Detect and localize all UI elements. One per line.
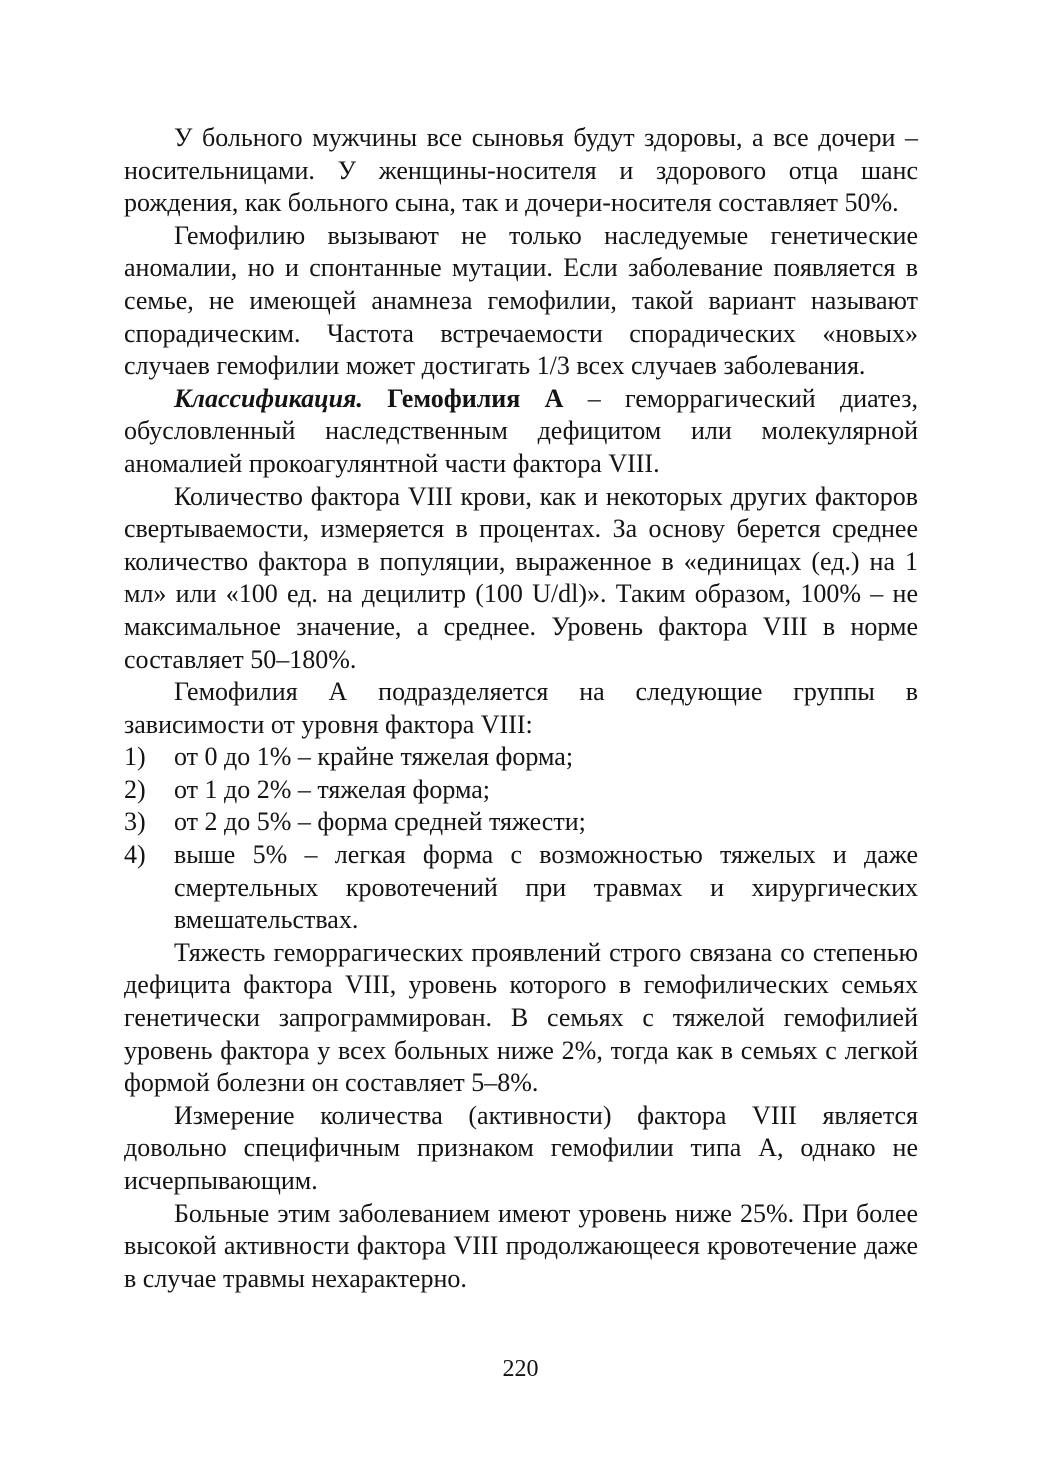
paragraph-factor-measurement: Количество фактора VIII крови, как и некоторых других факторов свертываемости, измеряется в процентах. За основу берется среднее количество фактора в популяции, выраженное в «единицах (ед.) на 1 мл» или «100 ед. на децилитр (100 U/dl)». Таким образом, 100% – не максимальное значение, а среднее. Уровень фактора VIII в норме составляет 50–180%. <box>124 481 918 674</box>
paragraph-patient-levels: Больные этим заболеванием имеют уровень ниже 25%. При более высокой активности фактора VIII продолжающееся кровотечение даже в случае травмы нехарактерно. <box>124 1198 918 1293</box>
list-item-number: 4) <box>124 840 146 870</box>
paragraph-groups-intro: Гемофилия А подразделяется на следующие группы в зависимости от уровня фактора VIII: <box>124 677 918 739</box>
list-item-number: 1) <box>124 742 146 772</box>
paragraph-spontaneous-mutations: Гемофилию вызывают не только наследуемые генетические аномалии, но и спонтанные мутации. Если заболевание появляется в семье, не имеющей анамнеза гемофилии, такой вариант называют спорадическим. Частота встречаемости спорадических «новых» случаев гемофилии может достигать 1/3 всех случаев заболевания. <box>124 220 918 381</box>
classification-text: – геморрагический диатез, обусловленный наследственным дефицитом или молекулярной аномалией прокоагулянтной части фактора VIII. <box>124 383 919 478</box>
list-item <box>124 839 918 937</box>
list-item <box>124 741 918 774</box>
paragraph-severity-correlation: Тяжесть геморрагических проявлений строго связана со степенью дефицита фактора VIII, уровень которого в гемофилических семьях генетически запрограммирован. В семьях с тяжелой гемофилией уровень фактора у всех больных ниже 2%, тогда как в семьях с легкой формой болезни он составляет 5–8%. <box>124 937 918 1098</box>
paragraph-classification <box>124 383 918 481</box>
paragraph-inheritance: У больного мужчины все сыновья будут здоровы, а все дочери – носительницами. У женщины-носителя и здорового отца шанс рождения, как больного сына, так и дочери-носителя составляет 50%. <box>124 123 918 218</box>
list-item-text: от 1 до 2% – тяжелая форма; <box>174 774 491 804</box>
list-item <box>124 806 918 839</box>
paragraph-activity-measurement: Измерение количества (активности) фактора VIII является довольно специфичным признаком гемофилии типа А, однако не исчерпывающим. <box>124 1100 918 1195</box>
list-item-text: от 0 до 1% – крайне тяжелая форма; <box>174 742 574 772</box>
severity-list <box>124 741 918 937</box>
classification-heading: Классификация. <box>174 383 363 413</box>
page-body <box>124 122 918 1295</box>
list-item-number: 2) <box>124 774 146 804</box>
hemophilia-a-term: Гемофилия А <box>387 383 564 413</box>
list-item-number: 3) <box>124 807 146 837</box>
list-item-text: выше 5% – легкая форма с возможностью тяжелых и даже смертельных кровотечений при травмах и хирургических вмешательствах. <box>174 840 918 935</box>
list-item <box>124 774 918 807</box>
page-number: 220 <box>502 1356 539 1382</box>
list-item-text: от 2 до 5% – форма средней тяжести; <box>174 807 586 837</box>
